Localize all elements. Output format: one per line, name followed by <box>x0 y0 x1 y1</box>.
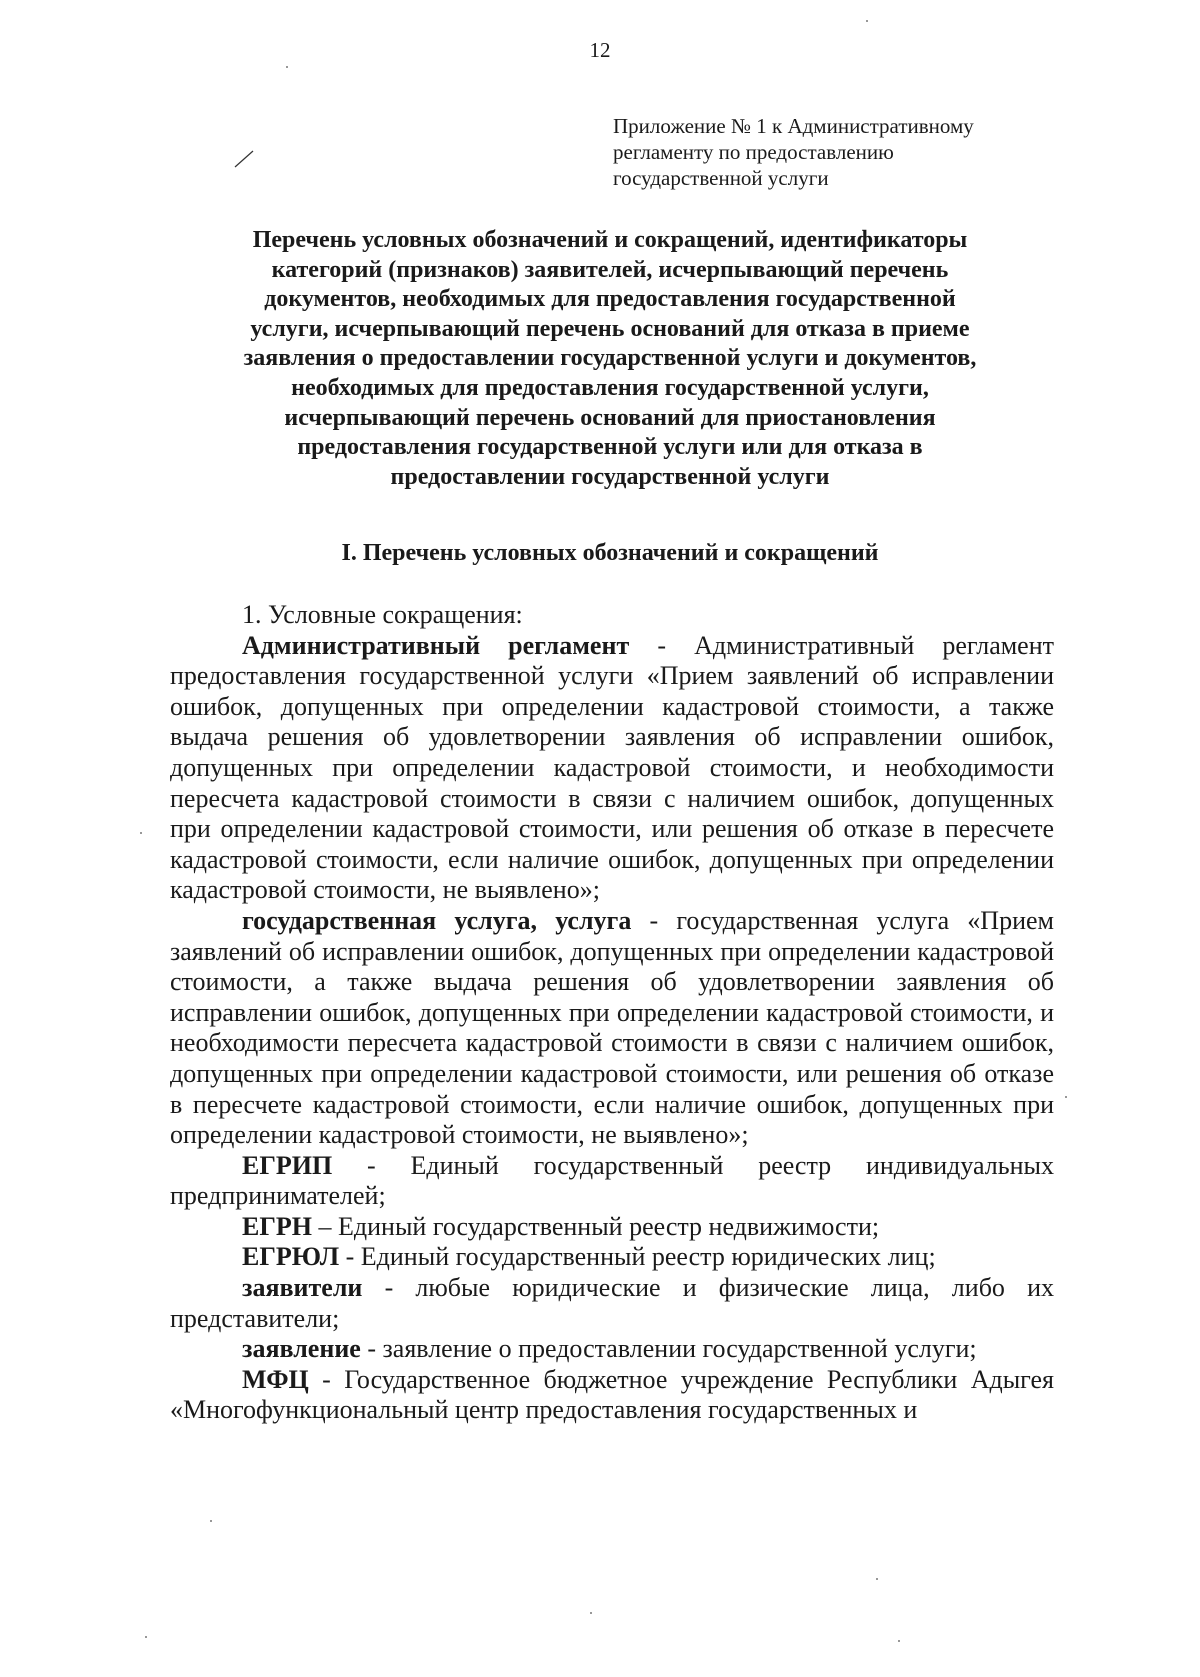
definition-term: заявление <box>242 1334 361 1364</box>
definition-item <box>170 1273 1054 1334</box>
appendix-note <box>613 113 1083 191</box>
definition-term: МФЦ <box>242 1364 309 1394</box>
definition-text: - Государственное бюджетное учреждение Республики Адыгея «Многофункциональный центр предоставления государственных и <box>170 1364 1054 1425</box>
title-line: исчерпывающий перечень оснований для приостановления <box>284 404 936 431</box>
title-line: документов, необходимых для предоставления государственной <box>264 286 956 313</box>
title-line: категорий (признаков) заявителей, исчерпывающий перечень <box>271 256 949 283</box>
definition-item <box>170 1212 1054 1243</box>
definition-term: государственная услуга, услуга <box>242 905 632 935</box>
definition-item <box>170 1151 1054 1212</box>
document-title <box>160 226 1060 492</box>
scan-speck <box>210 1520 212 1522</box>
definition-item <box>170 1365 1054 1426</box>
definition-item <box>170 1334 1054 1365</box>
scan-speck <box>898 1640 900 1642</box>
definition-term: ЕГРЮЛ <box>242 1242 340 1272</box>
scan-speck <box>140 832 142 834</box>
definition-term: ЕГРИП <box>242 1150 333 1180</box>
title-line: Перечень условных обозначений и сокращений, идентификаторы <box>252 227 968 253</box>
section-heading: I. Перечень условных обозначений и сокращений <box>341 540 879 566</box>
definition-term: Административный регламент <box>242 630 630 660</box>
definition-item <box>170 1242 1054 1273</box>
appendix-note-line: Приложение № 1 к Административному <box>613 114 974 138</box>
intro-line: 1. Условные сокращения: <box>242 600 523 629</box>
definition-term: заявители <box>242 1273 363 1303</box>
definition-text: - любые юридические и физические лица, либо их представители; <box>170 1273 1054 1333</box>
definition-text: - Административный регламент предоставления государственной услуги «Прием заявлений об исправлении ошибок, допущенных при определении кадастровой стоимости, а также выдача решения об удовлетворении заявления об исправлении ошибок, допущенных при определении кадастровой стоимости, и необходимости пересчета кадастровой стоимости в связи с наличием ошибок, допущенных при определении кадастровой стоимости, или решения об отказе в пересчете кадастровой стоимости, если наличие ошибок, допущенных при определении кадастровой стоимости, не выявлено»; <box>170 630 1055 905</box>
scan-speck <box>866 20 868 22</box>
scan-speck <box>145 1636 147 1638</box>
definition-item <box>170 906 1054 1151</box>
scan-speck <box>590 1612 592 1614</box>
scan-speck <box>876 1578 878 1580</box>
appendix-note-line: регламенту по предоставлению <box>613 140 894 164</box>
page-number: 12 <box>589 38 611 62</box>
scan-speck <box>1065 1096 1067 1098</box>
definition-text: - государственная услуга «Прием заявлений об исправлении ошибок, допущенных при определении кадастровой стоимости, а также выдача решения об удовлетворении заявления об исправлении ошибок, допущенных при определении кадастровой стоимости, и необходимости пересчета кадастровой стоимости в связи с наличием ошибок, допущенных при определении кадастровой стоимости, или решения об отказе в пересчете кадастровой стоимости, если наличие ошибок, допущенных при определении кадастровой стоимости, не выявлено»; <box>170 905 1054 1150</box>
title-line: услуги, исчерпывающий перечень оснований для отказа в приеме <box>250 315 970 342</box>
definition-text: - заявление о предоставлении государственной услуги; <box>360 1334 977 1364</box>
definitions-body <box>170 600 1054 1426</box>
definition-text: - Единый государственный реестр индивидуальных предпринимателей; <box>170 1150 1054 1211</box>
definition-item <box>170 631 1054 906</box>
title-line: заявления о предоставлении государственной услуги и документов, <box>243 345 977 372</box>
pen-mark <box>234 150 254 168</box>
appendix-note-line: государственной услуги <box>613 166 829 190</box>
title-line: предоставлении государственной услуги <box>390 463 830 490</box>
scan-speck <box>286 66 288 68</box>
title-line: предоставления государственной услуги или для отказа в <box>297 434 923 461</box>
definition-text: – Единый государственный реестр недвижимости; <box>312 1211 880 1241</box>
definition-text: - Единый государственный реестр юридических лиц; <box>339 1242 936 1272</box>
title-line: необходимых для предоставления государственной услуги, <box>291 374 929 401</box>
definition-term: ЕГРН <box>242 1211 312 1241</box>
